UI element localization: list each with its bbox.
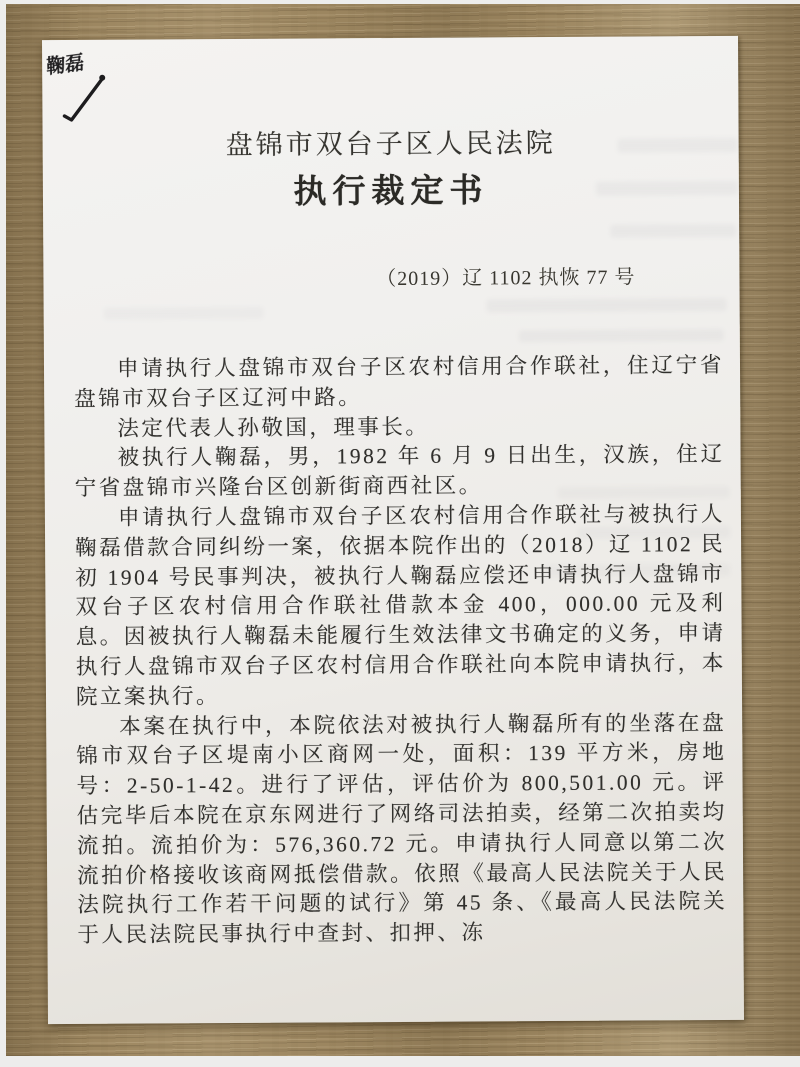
handwritten-annotation — [44, 46, 134, 127]
paper-sheet — [42, 36, 744, 1024]
court-name: 盘锦市双台子区人民法院 — [225, 127, 556, 161]
ink-showthrough — [487, 298, 727, 312]
document-body — [74, 351, 728, 951]
case-number: （2019）辽 1102 执恢 77 号 — [376, 266, 636, 291]
paragraph-case-background: 申请执行人盘锦市双台子区农村信用合作联社与被执行人鞠磊借款合同纠纷一案，依据本院作出的（2018）辽 1102 民初 1904 号民事判决，被执行人鞠磊应偿还申请执行人盘锦市双台子区农村信用合作联社借款本金 400，000.00 元及利息。因被执行人鞠磊未能履行生效法律文书确定的义务，申请执行人盘锦市双台子区农村信用合作联社向本院申请执行，本院立案执行。 — [75, 501, 726, 709]
paragraph-applicant: 申请执行人盘锦市双台子区农村信用合作联社，住辽宁省盘锦市双台子区辽河中路。 — [74, 352, 725, 411]
pen-checkmark-icon — [56, 62, 116, 122]
handwritten-name: 鞠磊 — [46, 52, 85, 79]
document-title: 执行裁定书 — [293, 173, 489, 211]
paragraph-execution-details: 本案在执行中，本院依法对被执行人鞠磊所有的坐落在盘锦市双台子区堤南小区商网一处，面积：139 平方米，房地号：2-50-1-42。进行了评估，评估价为 800,501.00 元。评估完毕后本院在京东网进行了网络司法拍卖，经第二次拍卖均流拍。流拍价为：576,360.72 元。申请执行人同意以第二次流拍价格接收该商网抵偿借款。依照《最高人民法院关于人民法院执行工作若干问题的试行》第 45 条、《最高人民法院关于人民法院民事执行中查封、扣押、冻 — [76, 710, 728, 948]
paragraph-legal-representative: 法定代表人孙敬国，理事长。 — [117, 414, 430, 441]
ink-showthrough — [610, 224, 736, 238]
ink-showthrough — [104, 307, 264, 320]
ink-showthrough — [519, 329, 724, 342]
paragraph-respondent: 被执行人鞠磊，男，1982 年 6 月 9 日出生，汉族，住辽宁省盘锦市兴隆台区创新街商西社区。 — [74, 442, 725, 501]
